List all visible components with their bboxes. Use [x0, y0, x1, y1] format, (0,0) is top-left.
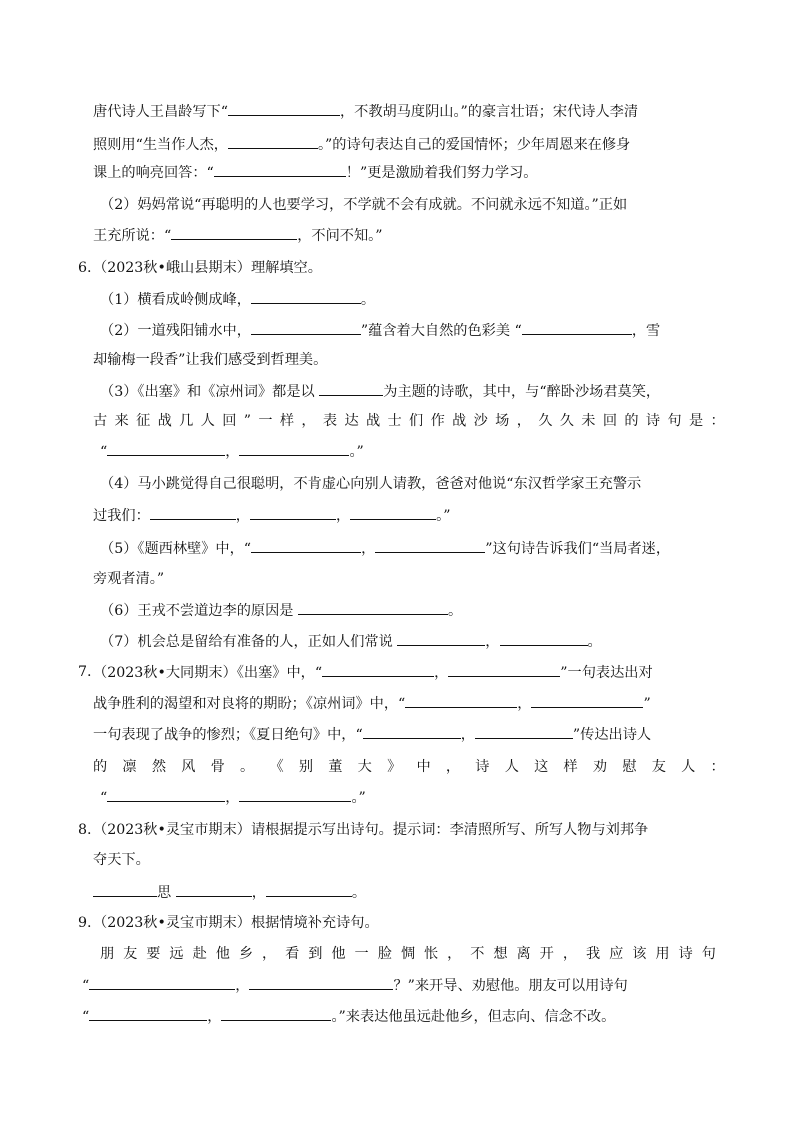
q6-part-3	[100, 381, 660, 402]
justified-char: 未	[581, 413, 596, 429]
justified-char: 想	[493, 946, 508, 962]
text-line-2	[93, 134, 630, 155]
justified-char: 风	[181, 759, 196, 775]
text: 。	[447, 603, 463, 619]
justified-char: 我	[585, 946, 601, 962]
justified-char: 离	[516, 946, 531, 962]
question-7-blanks	[100, 787, 366, 808]
justified-char: 不	[470, 946, 485, 962]
answer-blank[interactable]	[89, 975, 235, 990]
question-8-line-2	[93, 850, 150, 870]
justified-char: 们	[409, 413, 424, 429]
answer-blank[interactable]	[107, 787, 225, 802]
justified-char: 》	[387, 759, 402, 775]
q6-part-4	[100, 474, 641, 494]
answer-blank[interactable]	[239, 787, 351, 802]
justified-char: 是	[688, 413, 704, 429]
text: （2023秋•灵宝市期末）根据情境补充诗句。	[93, 915, 379, 931]
justified-char: 句	[667, 413, 682, 429]
answer-blank[interactable]	[214, 162, 346, 177]
justified-char: 战	[157, 413, 172, 429]
answer-blank[interactable]	[298, 600, 448, 615]
answer-blank[interactable]	[228, 134, 318, 149]
q6-part-3-justified	[93, 411, 725, 431]
answer-blank[interactable]	[350, 505, 436, 520]
text: ！”更是激励着我们努力学习。	[345, 165, 538, 181]
justified-char: 久	[538, 413, 553, 429]
justified-char: 人	[681, 759, 696, 775]
justified-char: 诗	[475, 759, 490, 775]
justified-char: 然	[151, 759, 167, 775]
justified-char: 场	[495, 413, 510, 429]
answer-blank[interactable]	[319, 381, 383, 396]
text: 。	[587, 634, 602, 650]
text: 。	[360, 292, 376, 308]
justified-char: 来	[114, 413, 129, 429]
justified-char: 作	[430, 413, 445, 429]
question-6-title	[93, 258, 322, 278]
answer-blank[interactable]	[266, 882, 352, 897]
text: “	[82, 978, 90, 994]
justified-char: 人	[200, 413, 215, 429]
justified-char: 的	[93, 759, 108, 775]
justified-char: 乡	[238, 946, 254, 962]
justified-char: 战	[452, 413, 467, 429]
justified-char: 劝	[592, 759, 608, 775]
question-number: 9.	[78, 915, 92, 931]
question-9-line-4	[82, 1006, 615, 1027]
justified-char: 骨	[210, 759, 225, 775]
justified-char: ，	[516, 413, 531, 429]
answer-blank[interactable]	[239, 441, 349, 456]
q6-part-5	[100, 538, 670, 559]
justified-char: 句	[701, 946, 716, 962]
text-line-3	[93, 162, 537, 183]
question-9-justified	[100, 944, 716, 964]
text: 。”来表达他虽远赴他乡，但志向、信念不改。	[331, 1009, 616, 1025]
question-8-line-1	[93, 820, 648, 840]
text: ，	[235, 508, 250, 524]
text: （2023秋•大同期末）《出塞》中，“	[93, 665, 323, 681]
text: ，	[434, 665, 449, 681]
text: ，	[225, 444, 240, 460]
question-7-line-3	[93, 724, 651, 745]
justified-char: 看	[285, 946, 300, 962]
text: （2023秋•灵宝市期末）请根据提示写出诗句。提示词：李清照所写、所写人物与刘邦争	[93, 822, 649, 838]
justified-char: 诗	[645, 413, 661, 429]
justified-line	[93, 757, 725, 777]
justified-char: 。	[240, 759, 255, 775]
text: ，	[361, 541, 376, 557]
text-line-1	[93, 101, 638, 122]
text: 。”的诗句表达自己的爱国情怀；少年周恩来在修身	[317, 137, 631, 153]
answer-blank[interactable]	[107, 441, 225, 456]
text: 照则用“生当作人杰，	[93, 137, 228, 153]
justified-char: 的	[624, 413, 639, 429]
text: “	[100, 790, 108, 806]
answer-blank[interactable]	[251, 538, 361, 553]
justified-char: 沙	[473, 413, 488, 429]
q6-part-4-cont	[93, 505, 451, 526]
justified-char: ，	[301, 413, 316, 429]
text: ，	[235, 978, 250, 994]
answer-blank[interactable]	[93, 882, 157, 897]
text-line-5	[93, 225, 382, 246]
justified-char: 应	[609, 946, 624, 962]
justified-char: ：	[710, 759, 725, 775]
justified-char: 几	[179, 413, 194, 429]
justified-char: 要	[146, 946, 161, 962]
text: （2023秋•峨山县期末）理解填空。	[93, 260, 322, 276]
text: 课上的响亮回答：“	[93, 165, 214, 181]
q6-part-1	[100, 289, 375, 310]
justified-char: ：	[710, 413, 725, 429]
answer-blank[interactable]	[221, 1006, 331, 1021]
answer-blank[interactable]	[322, 662, 434, 677]
answer-blank[interactable]	[405, 693, 517, 708]
text: 战争胜利的渴望和对良将的期盼；《凉州词》中，“	[93, 696, 406, 712]
justified-line	[93, 411, 725, 431]
justified-char: 人	[504, 759, 519, 775]
justified-char: 回	[602, 413, 618, 429]
text: 夺天下。	[93, 852, 150, 868]
justified-char: 样	[279, 413, 295, 429]
answer-blank[interactable]	[250, 505, 336, 520]
q6-part-6	[100, 600, 462, 621]
answer-blank[interactable]	[531, 693, 643, 708]
justified-char: 董	[328, 759, 343, 775]
text: ，不教胡马度阴山。”的豪言壮语；宋代诗人李清	[339, 104, 639, 120]
justified-line	[100, 944, 716, 964]
text: ”传达出诗人	[572, 727, 652, 743]
justified-char: 怅	[423, 946, 439, 962]
justified-char: 古	[93, 413, 108, 429]
justified-char: ”	[243, 413, 251, 429]
justified-char: 中	[416, 759, 431, 775]
justified-char: 赴	[192, 946, 207, 962]
answer-blank[interactable]	[375, 538, 485, 553]
justified-char: ，	[447, 946, 462, 962]
justified-char: 朋	[100, 946, 115, 962]
q6-part-2	[100, 320, 660, 341]
q6-part-2-cont	[93, 350, 327, 370]
justified-char: 样	[563, 759, 578, 775]
justified-char: 脸	[377, 946, 392, 962]
justified-char: 别	[298, 759, 314, 775]
text: 旁观者清。”	[93, 571, 165, 587]
answer-blank[interactable]	[150, 505, 236, 520]
question-8-blanks	[93, 882, 366, 903]
text: 过我们：	[93, 508, 150, 524]
text: （2）一道残阳铺水中，	[100, 323, 251, 339]
text: 。”	[436, 508, 451, 524]
justified-char: 战	[365, 413, 381, 429]
justified-char: ，	[261, 946, 277, 962]
q6-part-5-cont	[93, 569, 164, 589]
text: “	[100, 444, 108, 460]
justified-char: 诗	[678, 946, 693, 962]
text: ”蕴含着大自然的色彩美 “	[360, 323, 522, 339]
justified-char: 惆	[400, 946, 416, 962]
answer-blank[interactable]	[249, 975, 393, 990]
justified-char: 他	[331, 946, 346, 962]
text: 为主题的诗歌，其中，与“醉卧沙场君莫笑，	[383, 384, 661, 400]
answer-blank[interactable]	[89, 1006, 207, 1021]
text: ”这句诗告诉我们“当局者迷，	[485, 541, 671, 557]
text: 。”	[349, 444, 364, 460]
answer-blank[interactable]	[228, 101, 340, 116]
text: （2）妈妈常说“再聪明的人也要学习，不学就不会有成就。不问就永远不知道。”正如	[100, 197, 628, 213]
justified-char: 这	[534, 759, 549, 775]
text: （3）《出塞》和《凉州词》都是以	[100, 384, 320, 400]
q6-part-3-blanks	[100, 441, 364, 462]
justified-char: 一	[258, 413, 273, 429]
justified-char: 征	[136, 413, 151, 429]
question-number: 6.	[78, 260, 92, 276]
text: ，	[251, 885, 266, 901]
text: ，	[517, 696, 532, 712]
answer-blank[interactable]	[176, 882, 252, 897]
text: （5）《题西林壁》中，“	[100, 541, 252, 557]
justified-char: 达	[344, 413, 359, 429]
text: （1）横看成岭侧成峰，	[100, 292, 251, 308]
text: ，雪	[631, 323, 661, 339]
text: （7）机会总是留给有准备的人，正如人们常说	[100, 634, 398, 650]
text: （6）王戎不尝道边李的原因是	[100, 603, 298, 619]
answer-blank[interactable]	[475, 724, 573, 739]
question-number: 7.	[78, 664, 92, 680]
question-7-line-2	[93, 693, 651, 714]
text-line-4	[100, 195, 627, 215]
justified-char: 该	[632, 946, 647, 962]
justified-char: ，	[562, 946, 578, 962]
answer-blank[interactable]	[363, 724, 461, 739]
text: ，不问不知。”	[297, 228, 383, 244]
text: ？”来开导、劝慰他。朋友可以用诗句	[393, 978, 628, 994]
justified-char: 他	[215, 946, 230, 962]
question-9-line-3	[82, 975, 628, 996]
text: ，	[485, 634, 500, 650]
justified-char: 友	[651, 759, 666, 775]
q6-part-7	[100, 631, 602, 652]
answer-blank[interactable]	[448, 662, 560, 677]
justified-char: 慰	[622, 759, 637, 775]
text: 一句表现了战争的惨烈；《夏日绝句》中，“	[93, 727, 363, 743]
justified-char: 开	[539, 946, 554, 962]
text: 却输梅一段香”让我们感受到哲理美。	[93, 352, 328, 368]
justified-char: 到	[308, 946, 323, 962]
question-9-line-1	[93, 913, 379, 933]
justified-char: 《	[269, 759, 284, 775]
answer-blank[interactable]	[171, 225, 297, 240]
text: ”一句表达出对	[560, 665, 653, 681]
text: 。	[351, 885, 367, 901]
justified-char: 大	[357, 759, 372, 775]
text: ”	[643, 696, 651, 712]
justified-char: 久	[559, 413, 574, 429]
answer-blank[interactable]	[251, 320, 361, 335]
justified-char: 表	[322, 413, 338, 429]
text: 。”	[351, 790, 366, 806]
justified-char: ，	[445, 759, 461, 775]
justified-char: 士	[387, 413, 402, 429]
justified-char: 用	[655, 946, 670, 962]
text: 王充所说：“	[93, 228, 172, 244]
text: ，	[207, 1009, 222, 1025]
answer-blank[interactable]	[397, 631, 485, 646]
question-number: 8.	[78, 822, 92, 838]
justified-char: 一	[354, 946, 369, 962]
text: 唐代诗人王昌龄写下“	[93, 104, 228, 120]
justified-char: 凛	[122, 759, 137, 775]
text: “	[82, 1009, 90, 1025]
text: 思	[157, 885, 176, 901]
answer-blank[interactable]	[522, 320, 632, 335]
answer-blank[interactable]	[500, 631, 588, 646]
text: ，	[225, 790, 240, 806]
justified-char: 友	[123, 946, 138, 962]
text: ，	[335, 508, 351, 524]
question-7-justified	[93, 757, 725, 777]
justified-char: 回	[222, 413, 237, 429]
question-7-line-1	[93, 662, 653, 683]
answer-blank[interactable]	[251, 289, 361, 304]
text: （4）马小跳觉得自己很聪明，不肯虚心向别人请教，爸爸对他说“东汉哲学家王充警示	[100, 476, 642, 492]
justified-char: 远	[169, 946, 184, 962]
text: ，	[460, 727, 475, 743]
